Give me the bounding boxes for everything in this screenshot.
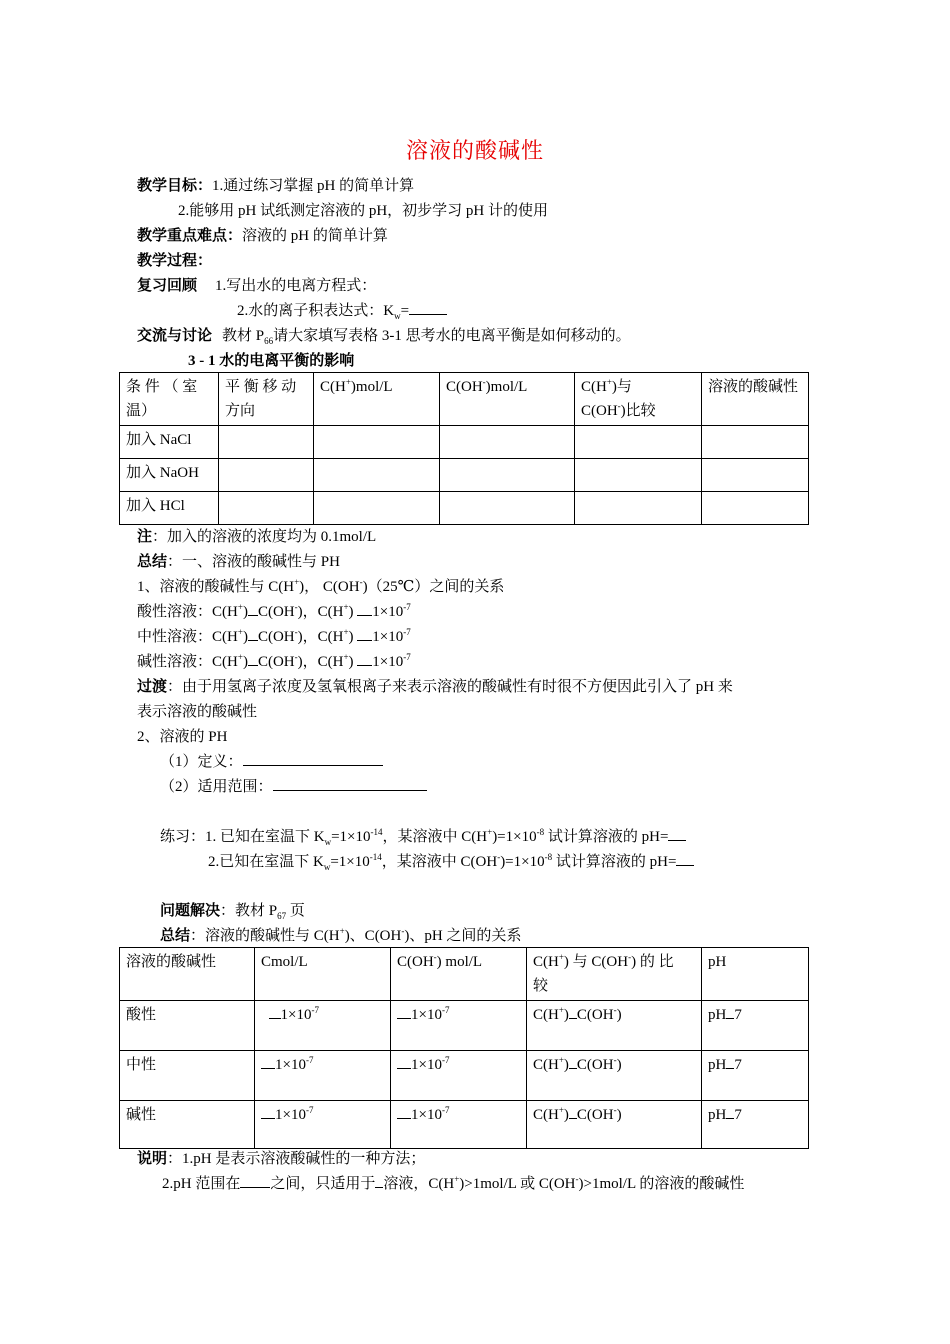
table-row: [120, 492, 809, 525]
base-relation: 碱性溶液：C(H+) C(OH-)，C(H+) $1\times 10^{-7}$: [137, 652, 411, 670]
table1-header-row: [120, 373, 809, 426]
summary2-line: 总结：溶液的酸碱性与 C(H+)、C(OH-)、pH 之间的关系: [160, 926, 522, 944]
explain-line-2: 2.pH 范围在 之间，只适用于 溶液，C(H+)>1mol/L 或 C(OH-)>1mol/L 的溶液的酸碱性: [162, 1174, 745, 1192]
goal-line-2: 2.能够用 pH 试纸测定溶液的 pH，初步学习 pH 计的使用: [178, 203, 548, 219]
neutral-relation: 中性溶液：C(H+) C(OH-)，C(H+) $1\times 10^{-7}$: [137, 627, 411, 645]
acidity-summary-table: [119, 947, 809, 1149]
table1-header-acidity: 溶液的酸碱性: [702, 373, 809, 426]
table1-header-ch: C(H+)mol/L: [314, 373, 440, 426]
relation-heading: 1、溶液的酸碱性与 C(H+)， C(OH-)（25℃）之间的关系: [137, 577, 505, 595]
range-blank: [273, 776, 427, 791]
table1-header-compare: C(H+)与 C(OH-)比较: [575, 373, 702, 426]
table1-caption: 3 - 1 水的电离平衡的影响: [188, 353, 355, 369]
transition-line-2: 表示溶液的酸碱性: [137, 704, 258, 720]
table1-header-shift: 平 衡 移 动 方向: [219, 373, 314, 426]
table1-header-condition: 条 件 （ 室 温）: [120, 373, 219, 426]
review-label: 复习回顾: [137, 278, 198, 294]
transition-line-1: 过渡：由于用氢离子浓度及氢氧根离子来表示溶液的酸碱性有时很不方便因此引入了 pH 来: [137, 679, 733, 695]
section-ph: 2、溶液的 PH: [137, 729, 228, 745]
key-line: [137, 225, 388, 247]
definition-line: （1）定义：: [160, 751, 383, 773]
row-label-nacl: 加入 NaCl: [120, 426, 219, 459]
definition-blank: [243, 751, 383, 766]
problem-solving-line: 问题解决：教材 $P_{67}$ 页: [160, 903, 305, 921]
key-label: 教学重点难点：: [137, 228, 243, 244]
goal-1: 1.通过练习掌握 pH 的简单计算: [212, 178, 415, 194]
water-ionization-table: [119, 372, 809, 525]
page-title: 溶液的酸碱性: [405, 139, 544, 164]
table-row: 酸性 $1\times 10^{-7}$ $1\times 10^{-7}$ C(H+) C(OH-) pH 7: [120, 1001, 809, 1051]
explain-line-1: 说明：1.pH 是表示溶液酸碱性的一种方法；: [137, 1151, 426, 1167]
discuss-line: 交流与讨论 教材 $P_{66}$请大家填写表格 3-1 思考水的电离平衡是如何移动的。: [137, 328, 631, 346]
goal-line-1: [137, 175, 414, 197]
review-line-2: 2.水的离子积表达式：$K_w=$: [237, 300, 447, 322]
table-row: [120, 426, 809, 459]
exercise-1: 练习：1. 已知在室温下 $K_w=1\times 10^{-14}$，某溶液中 $C(H^+)=1\times 10^{-8}$ 试计算溶液的 pH=: [160, 826, 686, 848]
kw-blank: [409, 300, 447, 315]
key-text: 溶液的 pH 的简单计算: [242, 228, 388, 244]
discuss-label: 交流与讨论: [137, 328, 213, 344]
goals-label: 教学目标：: [137, 178, 213, 194]
row-label-naoh: 加入 NaOH: [120, 459, 219, 492]
review-line-1: [137, 275, 376, 297]
acid-relation: 酸性溶液：C(H+) C(OH-)，C(H+) $1\times 10^{-7}$: [137, 602, 411, 620]
table-row: 碱性 $1\times 10^{-7}$ $1\times 10^{-7}$ C(H+) C(OH-) pH 7: [120, 1101, 809, 1149]
table-row: [120, 459, 809, 492]
review-1: 1.写出水的电离方程式：: [215, 278, 377, 294]
table-row: 中性 $1\times 10^{-7}$ $1\times 10^{-7}$ C(H+) C(OH-) pH 7: [120, 1051, 809, 1101]
note-line: 注：加入的溶液的浓度均为 0.1mol/L: [137, 529, 377, 545]
table2-header-row: 溶液的酸碱性 Cmol/L C(OH-) mol/L C(H+) 与 C(OH-) 的 比 较 pH: [120, 948, 809, 1001]
exercise-2: 2.已知在室温下 $K_w=1\times 10^{-14}$，某溶液中 $C(OH^-)=1\times 10^{-8}$ 试计算溶液的 pH=: [208, 851, 694, 873]
range-line: （2）适用范围：: [160, 776, 427, 798]
process-label: 教学过程：: [137, 253, 213, 269]
summary-line: 总结：一、溶液的酸碱性与 PH: [137, 554, 340, 570]
row-label-hcl: 加入 HCl: [120, 492, 219, 525]
table1-header-coh: C(OH-)mol/L: [440, 373, 575, 426]
